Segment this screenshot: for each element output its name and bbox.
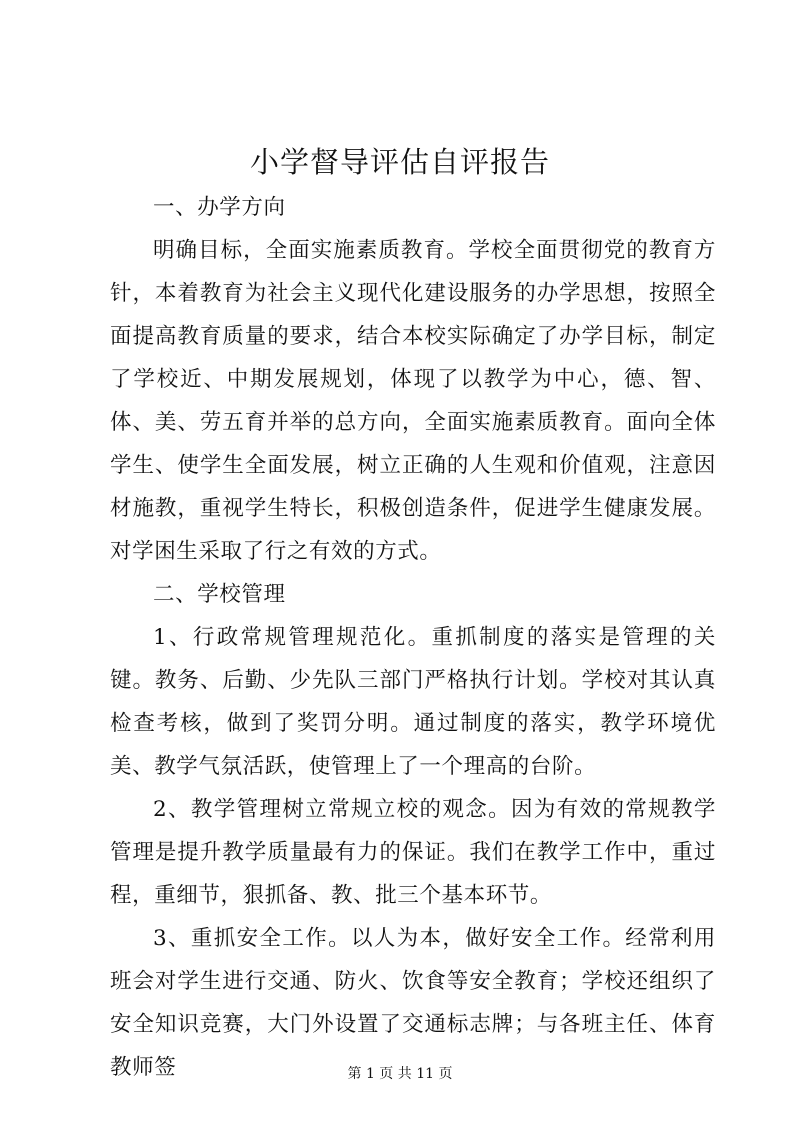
document-body xyxy=(110,186,716,1089)
paragraph-direction: 明确目标，全面实施素质教育。学校全面贯彻党的教育方针，本着教育为社会主义现代化建设服务的办学思想，按照全面提高教育质量的要求，结合本校实际确定了办学目标，制定了学校近、中期发展规划，体现了以教学为中心，德、智、体、美、劳五育并举的总方向，全面实施素质教育。面向全体学生、使学生全面发展，树立正确的人生观和价值观，注意因材施教，重视学生特长，积极创造条件，促进学生健康发展。对学困生采取了行之有效的方式。 xyxy=(110,238,716,564)
page-footer: 第 1 页 共 11 页 xyxy=(347,1066,453,1082)
paragraph-teaching-management: 2、教学管理树立常规立校的观念。因为有效的常规教学管理是提升教学质量最有力的保证。我们在教学工作中，重过程，重细节，狠抓备、教、批三个基本环节。 xyxy=(110,797,716,908)
paragraph-admin-management: 1、行政常规管理规范化。重抓制度的落实是管理的关键。教务、后勤、少先队三部门严格执行计划。学校对其认真检查考核，做到了奖罚分明。通过制度的落实，教学环境优美、教学气氛活跃，使管理上了一个理高的台阶。 xyxy=(110,625,716,779)
paragraph-safety-work: 3、重抓安全工作。以人为本，做好安全工作。经常利用班会对学生进行交通、防火、饮食等安全教育；学校还组织了安全知识竞赛，大门外设置了交通标志牌；与各班主任、体育教师签 xyxy=(110,926,716,1080)
document-title: 小学督导评估自评报告 xyxy=(249,145,550,179)
section-heading-management: 二、学校管理 xyxy=(153,582,286,607)
section-heading-direction: 一、办学方向 xyxy=(153,195,286,220)
